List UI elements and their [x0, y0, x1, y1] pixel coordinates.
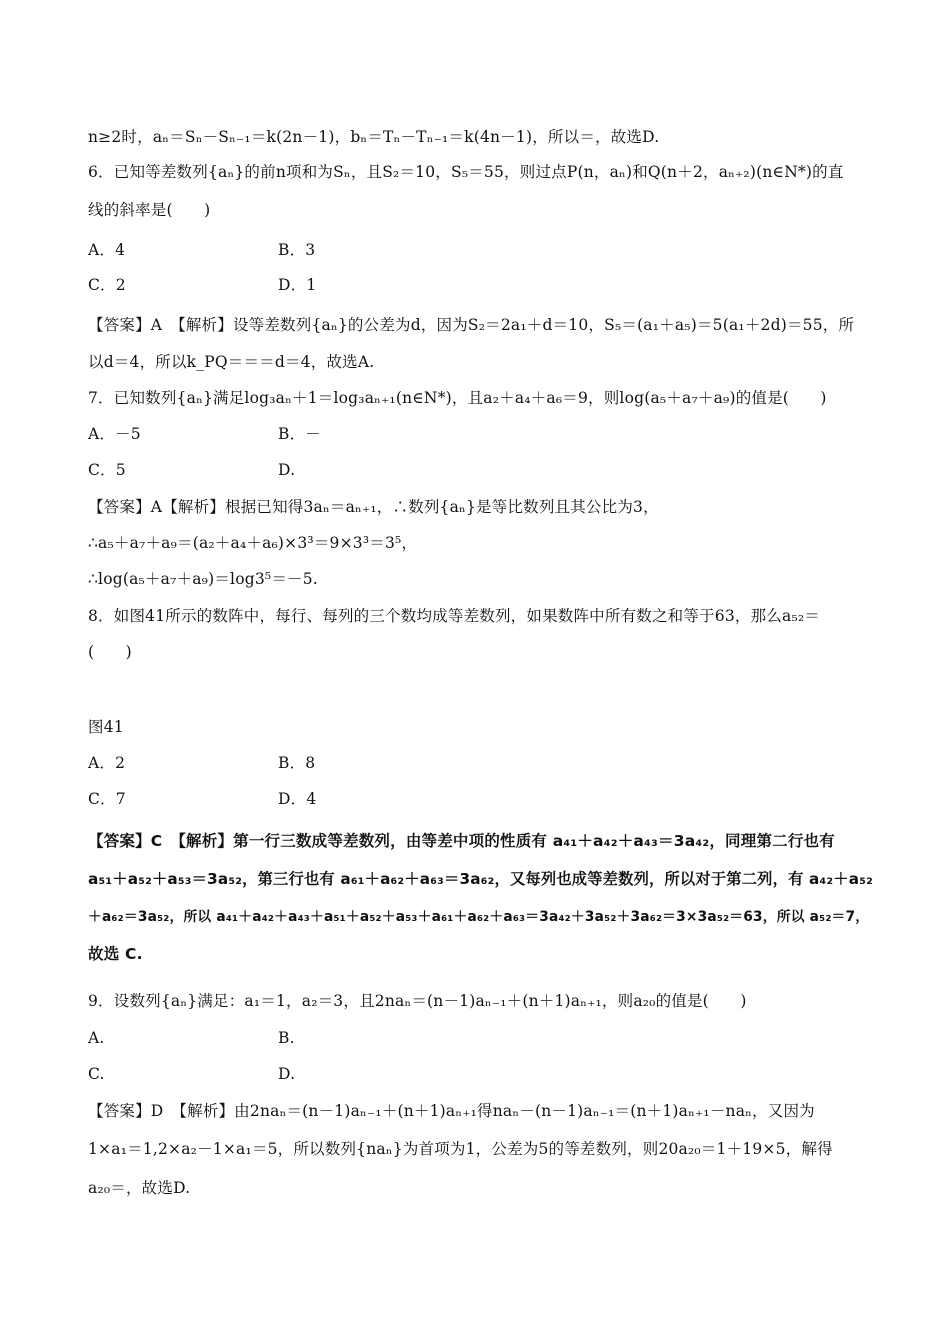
- question-6-stem: 6．已知等差数列{aₙ}的前n项和为Sₙ，且S₂＝10，S₅＝55，则过点P(n，aₙ)和Q(n＋2，aₙ₊₂)(n∈N*)的直: [88, 163, 844, 181]
- question-9-stem: 9．设数列{aₙ}满足：a₁＝1，a₂＝3，且2naₙ＝(n－1)aₙ₋₁＋(n＋1)aₙ₊₁，则a₂₀的值是( ): [88, 992, 747, 1010]
- question-9-options-row-2: [88, 1063, 878, 1085]
- option-b: B.: [278, 1029, 295, 1047]
- answer-9-line-3: a₂₀＝，故选D.: [88, 1179, 191, 1197]
- answer-6: 【答案】A 【解析】设等差数列{aₙ}的公差为d，因为S₂＝2a₁＋d＝10，S₅＝(a₁＋a₅)＝5(a₁＋2d)＝55，所: [88, 316, 855, 334]
- option-c: C．5: [88, 461, 126, 479]
- question-9-options-row-1: [88, 1027, 878, 1049]
- question-8-stem: 8．如图41所示的数阵中，每行、每列的三个数均成等差数列，如果数阵中所有数之和等于63，那么a₅₂＝: [88, 607, 820, 625]
- question-8-options-row-2: [88, 788, 878, 810]
- question-8-options-row-1: [88, 752, 878, 774]
- answer-8: 【答案】C 【解析】第一行三数成等差数列，由等差中项的性质有 a₄₁＋a₄₂＋a₄₃＝3a₄₂，同理第二行也有: [88, 832, 835, 850]
- option-b: B．－: [278, 425, 321, 443]
- option-a: A.: [88, 1029, 105, 1047]
- answer-9: 【答案】D 【解析】由2naₙ＝(n－1)aₙ₋₁＋(n＋1)aₙ₊₁得naₙ－(n－1)aₙ₋₁＝(n＋1)aₙ₊₁－naₙ，又因为: [88, 1102, 815, 1120]
- answer-9-line-2: 1×a₁＝1,2×a₂－1×a₁＝5，所以数列{naₙ}为首项为1，公差为5的等差数列，则20a₂₀＝1＋19×5，解得: [88, 1140, 833, 1158]
- figure-caption: 图41: [88, 718, 124, 736]
- question-8-stem-cont: ( ): [88, 643, 132, 661]
- option-a: A．2: [88, 754, 126, 772]
- question-7-stem: 7．已知数列{aₙ}满足log₃aₙ＋1＝log₃aₙ₊₁(n∈N*)，且a₂＋a₄＋a₆＝9，则log(a₅＋a₇＋a₉)的值是( ): [88, 389, 827, 407]
- option-d: D.: [278, 1065, 296, 1083]
- question-6-stem-cont: 线的斜率是( ): [88, 201, 211, 219]
- question-6-options-row-1: [88, 239, 878, 261]
- option-b: B．8: [278, 754, 316, 772]
- answer-8-line-2: a₅₁＋a₅₂＋a₅₃＝3a₅₂，第三行也有 a₆₁＋a₆₂＋a₆₃＝3a₆₂，又每列也成等差数列，所以对于第二列，有 a₄₂＋a₅₂: [88, 870, 873, 888]
- option-d: D.: [278, 461, 296, 479]
- option-a: A．－5: [88, 425, 141, 443]
- text-line: n≥2时，aₙ＝Sₙ－Sₙ₋₁＝k(2n－1)，bₙ＝Tₙ－Tₙ₋₁＝k(4n－1)，所以＝，故选D.: [88, 128, 660, 146]
- option-a: A．4: [88, 241, 126, 259]
- answer-8-line-4: 故选 C.: [88, 945, 143, 963]
- answer-7: 【答案】A【解析】根据已知得3aₙ＝aₙ₊₁，∴数列{aₙ}是等比数列且其公比为3，: [88, 498, 659, 516]
- option-c: C.: [88, 1065, 105, 1083]
- option-d: D．4: [278, 790, 317, 808]
- answer-7-line-3: ∴log(a₅＋a₇＋a₉)＝log3⁵＝－5.: [88, 570, 318, 588]
- option-b: B．3: [278, 241, 316, 259]
- answer-8-line-3: ＋a₆₂＝3a₅₂，所以 a₄₁＋a₄₂＋a₄₃＋a₅₁＋a₅₂＋a₅₃＋a₆₁＋a₆₂＋a₆₃＝3a₄₂＋3a₅₂＋3a₆₂＝3×3a₅₂＝63，所以 a₅₂＝7，: [88, 909, 870, 925]
- question-7-options-row-1: [88, 423, 878, 445]
- question-6-options-row-2: [88, 274, 878, 296]
- option-c: C．7: [88, 790, 126, 808]
- answer-6-cont: 以d＝4，所以k_PQ＝＝＝d＝4，故选A.: [88, 353, 375, 371]
- option-d: D．1: [278, 276, 317, 294]
- option-c: C．2: [88, 276, 126, 294]
- question-7-options-row-2: [88, 459, 878, 481]
- answer-7-line-2: ∴a₅＋a₇＋a₉＝(a₂＋a₄＋a₆)×3³＝9×3³＝3⁵，: [88, 534, 418, 552]
